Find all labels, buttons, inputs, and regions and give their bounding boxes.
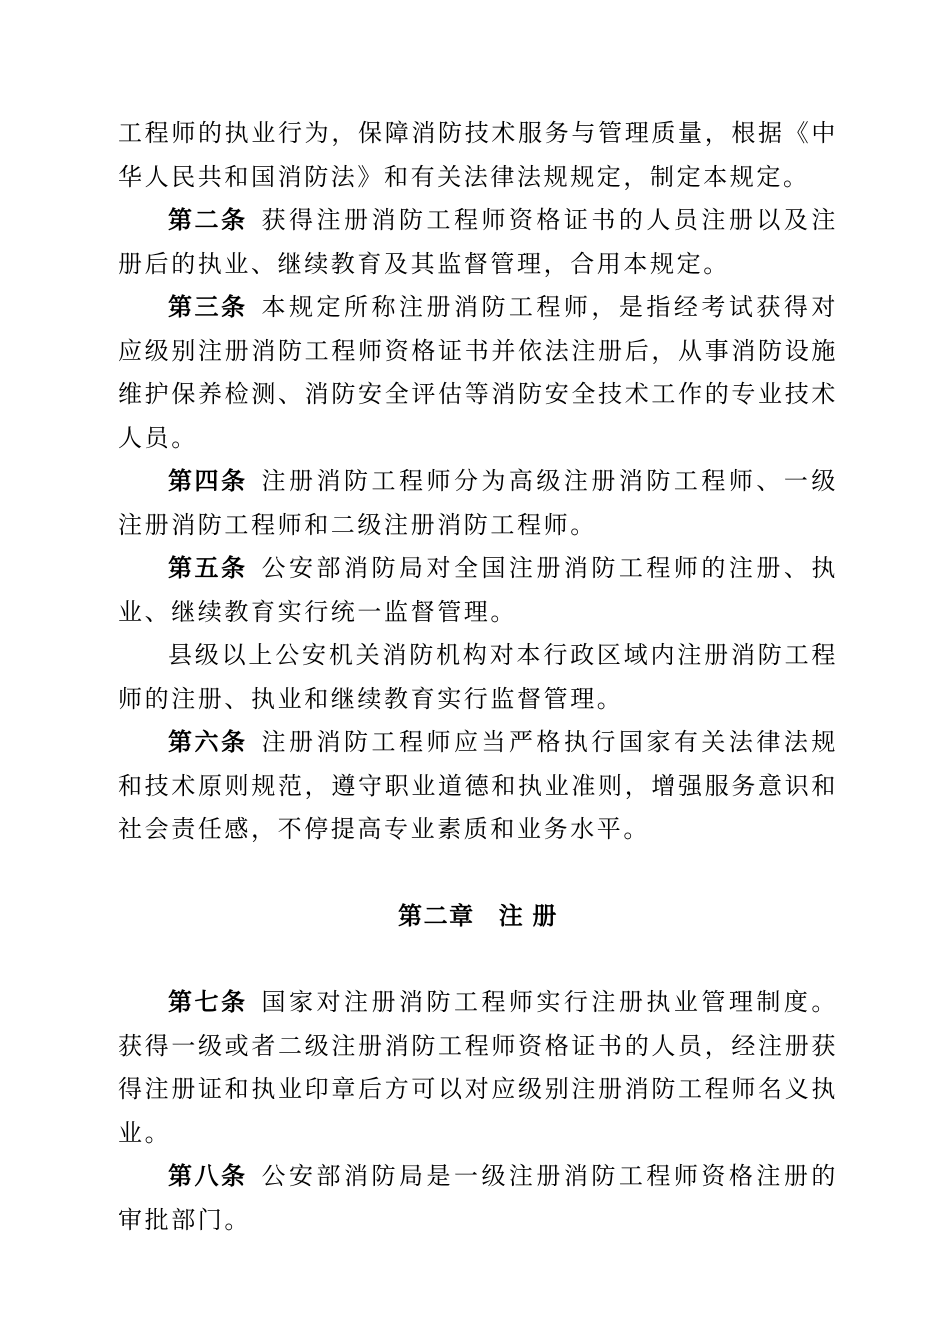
article-2 — [118, 199, 838, 286]
paragraph-continuation — [118, 112, 838, 199]
article-text: 国家对注册消防工程师实行注册执业管理制度。获得一级或者二级注册消防工程师资格证书的人员，经注册获得注册证和执业印章后方可以对应级别注册消防工程师名义执业。 — [118, 988, 838, 1147]
article-number: 第二条 — [168, 206, 248, 234]
article-6 — [118, 721, 838, 852]
paragraph-text: 工程师的执业行为，保障消防技术服务与管理质量，根据《中华人民共和国消防法》和有关法律法规规定，制定本规定。 — [118, 119, 838, 191]
article-number: 第六条 — [168, 728, 248, 756]
article-5 — [118, 547, 838, 634]
article-text: 公安部消防局对全国注册消防工程师的注册、执业、继续教育实行统一监督管理。 — [118, 554, 838, 626]
document-body — [118, 112, 838, 1242]
article-text: 公安部消防局是一级注册消防工程师资格注册的审批部门。 — [118, 1162, 838, 1234]
article-text: 注册消防工程师分为高级注册消防工程师、一级注册消防工程师和二级注册消防工程师。 — [118, 467, 838, 539]
chapter-heading — [118, 895, 838, 939]
article-text: 注册消防工程师应当严格执行国家有关法律法规和技术原则规范，遵守职业道德和执业准则，增强服务意识和社会责任感，不停提高专业素质和业务水平。 — [118, 728, 838, 843]
article-3 — [118, 286, 838, 460]
article-number: 第四条 — [168, 467, 248, 495]
article-text: 获得注册消防工程师资格证书的人员注册以及注册后的执业、继续教育及其监督管理，合用本规定。 — [118, 206, 838, 278]
chapter-title-char-2: 册 — [532, 901, 559, 930]
article-number: 第五条 — [168, 554, 248, 582]
chapter-number: 第二章 — [397, 901, 475, 930]
article-8 — [118, 1155, 838, 1242]
article-text: 本规定所称注册消防工程师，是指经考试获得对应级别注册消防工程师资格证书并依法注册后，从事消防设施维护保养检测、消防安全评估等消防安全技术工作的专业技术人员。 — [118, 293, 838, 452]
article-number: 第七条 — [168, 988, 248, 1016]
article-number: 第八条 — [168, 1162, 248, 1190]
article-5-paragraph-2 — [118, 634, 838, 721]
paragraph-text: 县级以上公安机关消防机构对本行政区域内注册消防工程师的注册、执业和继续教育实行监督管理。 — [118, 641, 838, 713]
chapter-title-char-1: 注 — [498, 901, 525, 930]
article-7 — [118, 981, 838, 1155]
article-number: 第三条 — [168, 293, 248, 321]
article-4 — [118, 460, 838, 547]
